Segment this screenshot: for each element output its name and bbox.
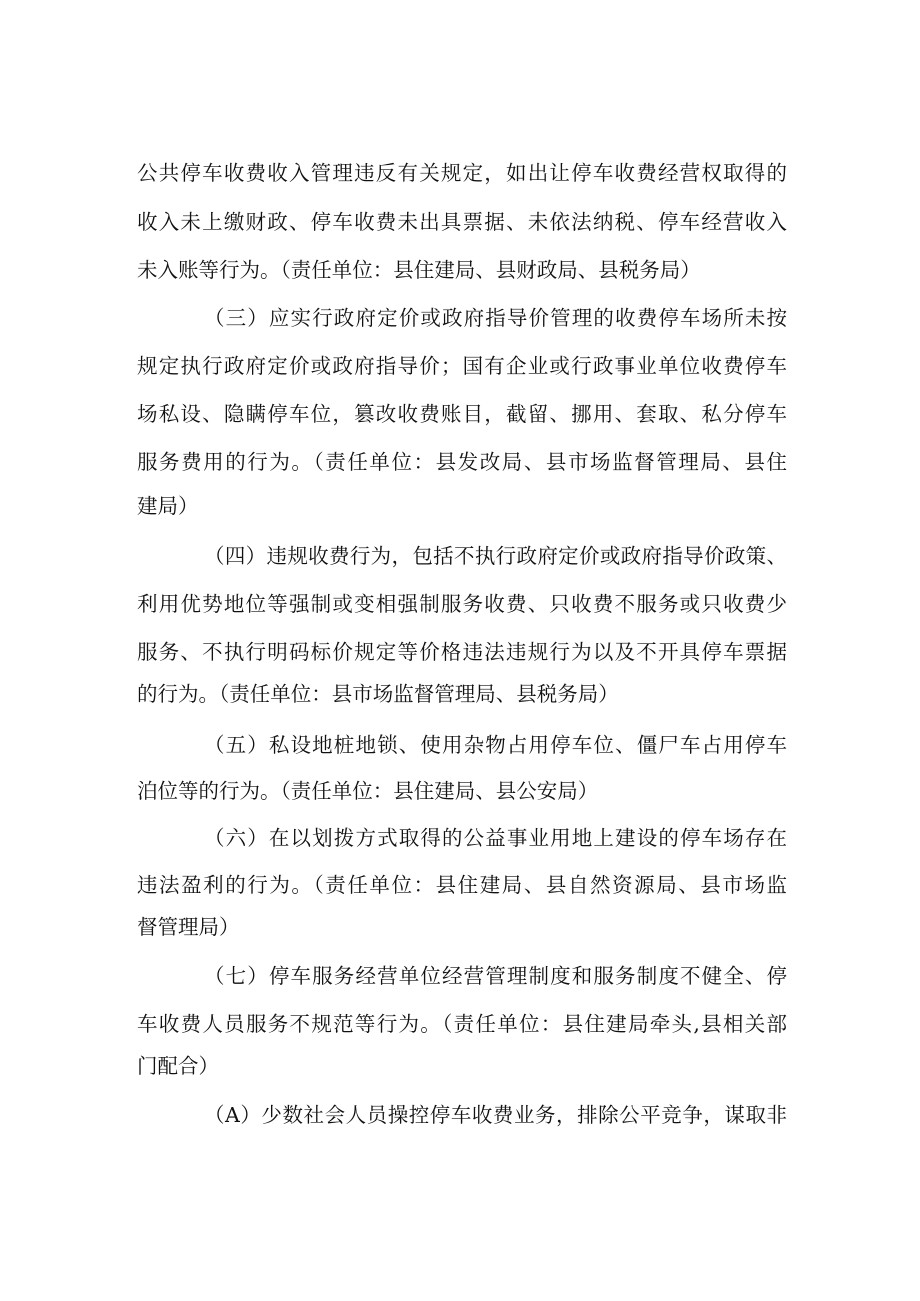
paragraph-line: （三）应实行政府定价或政府指导价管理的收费停车场所未按 — [204, 306, 787, 330]
paragraph-line: 车收费人员服务不规范等行为。（责任单位：县住建局牵头,县相关部 — [137, 1012, 787, 1036]
paragraph-line: （七）停车服务经营单位经营管理制度和服务制度不健全、停 — [204, 964, 787, 988]
paragraph-line: （六）在以划拨方式取得的公益事业用地上建设的停车场存在 — [204, 826, 787, 850]
paragraph-line: （四）违规收费行为，包括不执行政府定价或政府指导价政策、 — [204, 544, 787, 568]
paragraph-line: 违法盈利的行为。（责任单位：县住建局、县自然资源局、县市场监 — [137, 873, 787, 897]
paragraph-line: 建局） — [137, 494, 199, 518]
paragraph-line: 规定执行政府定价或政府指导价；国有企业或行政事业单位收费停车 — [137, 354, 787, 378]
paragraph-line: 泊位等的行为。（责任单位：县住建局、县公安局） — [137, 779, 599, 803]
paragraph-line: 收入未上缴财政、停车收费未出具票据、未依法纳税、停车经营收入 — [137, 210, 787, 234]
paragraph-line: （A）少数社会人员操控停车收费业务，排除公平竞争，谋取非 — [204, 1103, 787, 1127]
paragraph-line: 服务、不执行明码标价规定等价格违法违规行为以及不开具停车票据 — [137, 640, 787, 664]
paragraph-line: 门配合） — [137, 1054, 219, 1078]
paragraph-line: 的行为。（责任单位：县市场监督管理局、县税务局） — [137, 682, 619, 706]
paragraph-line: 利用优势地位等强制或变相强制服务收费、只收费不服务或只收费少 — [137, 592, 787, 616]
paragraph-line: 公共停车收费收入管理违反有关规定，如出让停车收费经营权取得的 — [137, 161, 787, 185]
paragraph-line: 服务费用的行为。（责任单位：县发改局、县市场监督管理局、县住 — [137, 450, 787, 474]
paragraph-line: 督管理局） — [137, 915, 240, 939]
paragraph-line: 未入账等行为。（责任单位：县住建局、县财政局、县税务局） — [137, 258, 701, 282]
paragraph-line: （五）私设地桩地锁、使用杂物占用停车位、僵尸车占用停车 — [204, 733, 787, 757]
paragraph-line: 场私设、隐瞒停车位，篡改收费账目，截留、挪用、套取、私分停车 — [137, 402, 787, 426]
